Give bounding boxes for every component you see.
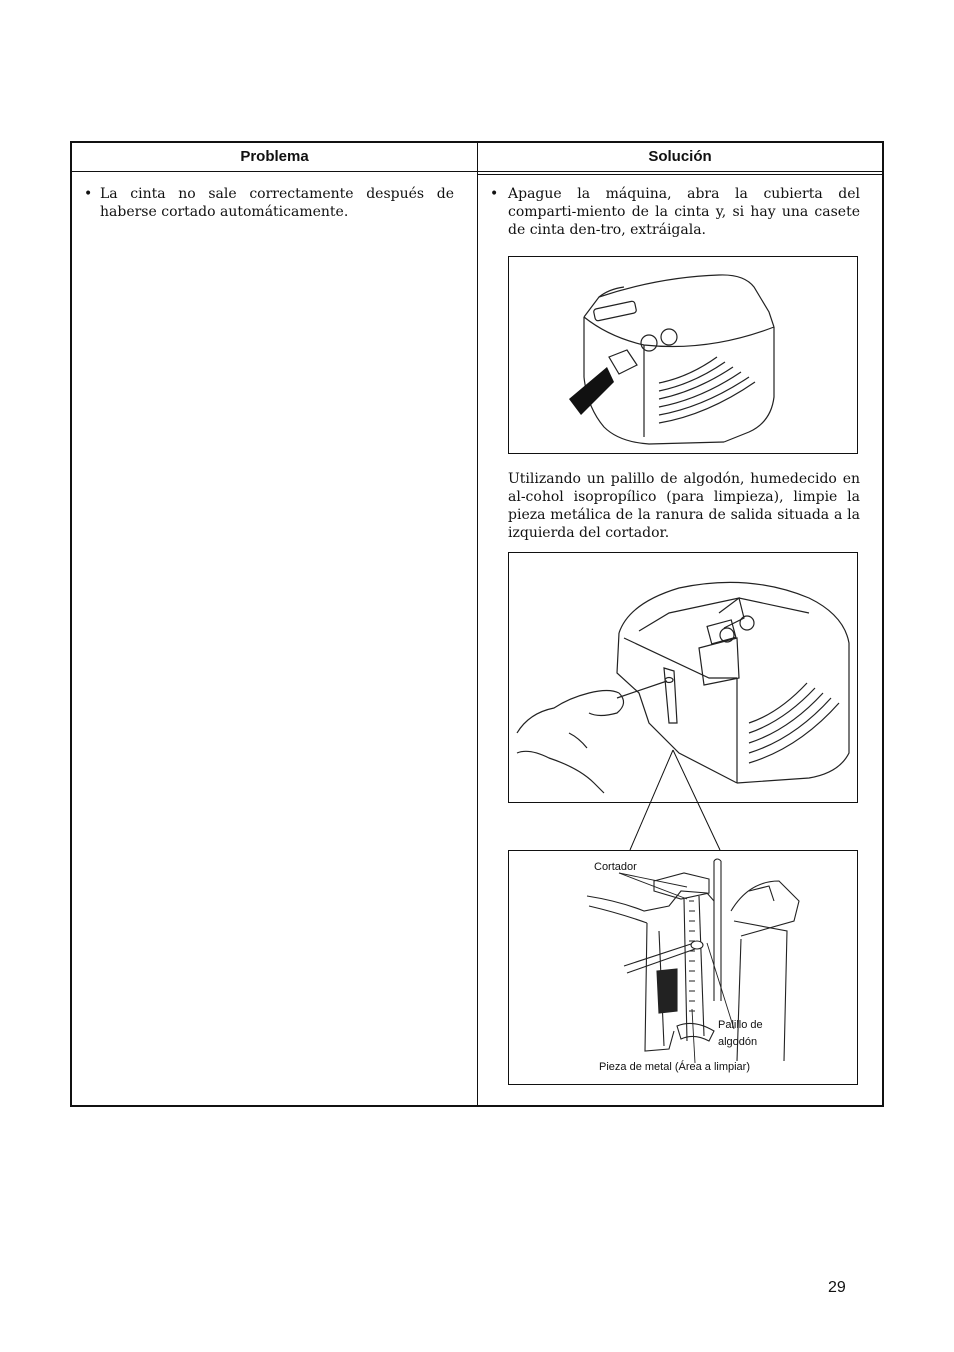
header-solution: Solución (648, 148, 712, 165)
problem-text: La cinta no sale correctamente después de haberse cortado automáticamente. (100, 186, 454, 220)
solution-step-2-text: Utilizando un palillo de algodón, humedecido en al-cohol isopropílico (para limpieza), limpie la pieza metálica de la ranura de salida situada a la izquierda del cortador. (508, 471, 860, 541)
cutter-detail-illustration (509, 851, 857, 1084)
bullet-marker: • (490, 186, 499, 202)
figure-cutter-detail (508, 850, 858, 1085)
label-cotton-swab-line2: algodón (718, 1036, 758, 1048)
solution-step-1 (490, 185, 860, 239)
figure-printer-tape (508, 256, 858, 454)
column-divider (477, 143, 478, 1105)
problem-item (84, 185, 454, 221)
label-cotton-swab-line1: Palillo de (718, 1019, 763, 1031)
header-problem: Problema (240, 148, 309, 165)
label-cutter: Cortador (594, 861, 637, 873)
page-number: 29 (828, 1279, 846, 1296)
printer-tape-illustration (509, 257, 857, 453)
table-header-underline (478, 174, 882, 175)
solution-step-1-text: Apague la máquina, abra la cubierta del comparti-miento de la cinta y, si hay una casete de cinta den-tro, extráigala. (508, 186, 860, 238)
zoom-connector-lines (620, 745, 730, 855)
bullet-marker: • (84, 186, 93, 202)
label-metal-piece: Pieza de metal (Área a limpiar) (599, 1061, 751, 1073)
